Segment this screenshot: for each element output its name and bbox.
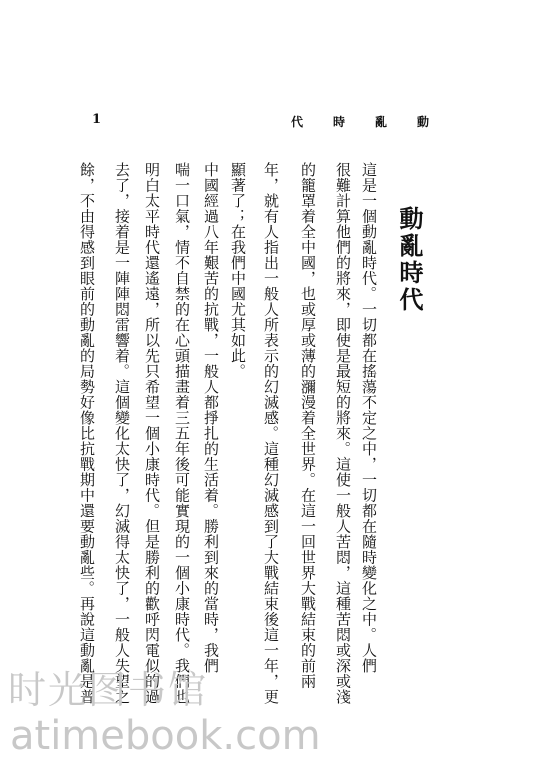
text-column: 明白太平時代還遙遠，所以先只希望一個小康時代。但是勝利的歡呼閃電似的過 [143, 162, 161, 705]
header-char: 亂 [374, 115, 389, 129]
watermark-url: atimebook.com [10, 713, 321, 759]
chapter-title: 動亂時代 [395, 206, 424, 314]
header-char: 時 [332, 115, 347, 129]
text-column: 喘一口氣，情不自禁的在心頭描畫着三五年後可能實現的一個小康時代。我們也 [173, 162, 191, 705]
text-column: 顯著了；在我們中國尤其如此。 [229, 162, 247, 379]
page-number: 1 [92, 112, 102, 127]
text-column: 的籠罩着全中國，也或厚或薄的瀰漫着全世界。在這一回世界大戰結束的前兩 [299, 162, 317, 689]
header-char: 代 [291, 115, 306, 129]
text-column: 餘，不由得感到眼前的動亂的局勢好像比抗戰期中還要動亂些。再說這動亂是普 [78, 162, 96, 705]
header-char: 動 [416, 115, 431, 129]
watermark [0, 655, 547, 768]
watermark-cn: 时光图书馆 [8, 668, 209, 712]
text-column: 中國經過八年艱苦的抗戰，一般人都掙扎的生活着。勝利到來的當時，我們 [202, 162, 220, 674]
text-column: 年，就有人指出一般人所表示的幻滅感。這種幻滅感到了大戰結束後這一年，更 [262, 162, 280, 705]
running-header-title [291, 113, 431, 130]
text-column: 很難計算他們的將來，即使是最短的將來。這使一般人苦悶，這種苦悶或深或淺 [334, 162, 352, 705]
text-column: 去了，接着是一陣陣悶雷響着。這個變化太快了，幻滅得太快了，一般人失望之 [113, 162, 131, 705]
text-column: 這是一個動亂時代。一切都在搖蕩不定之中，一切都在隨時變化之中。人們 [360, 162, 378, 674]
